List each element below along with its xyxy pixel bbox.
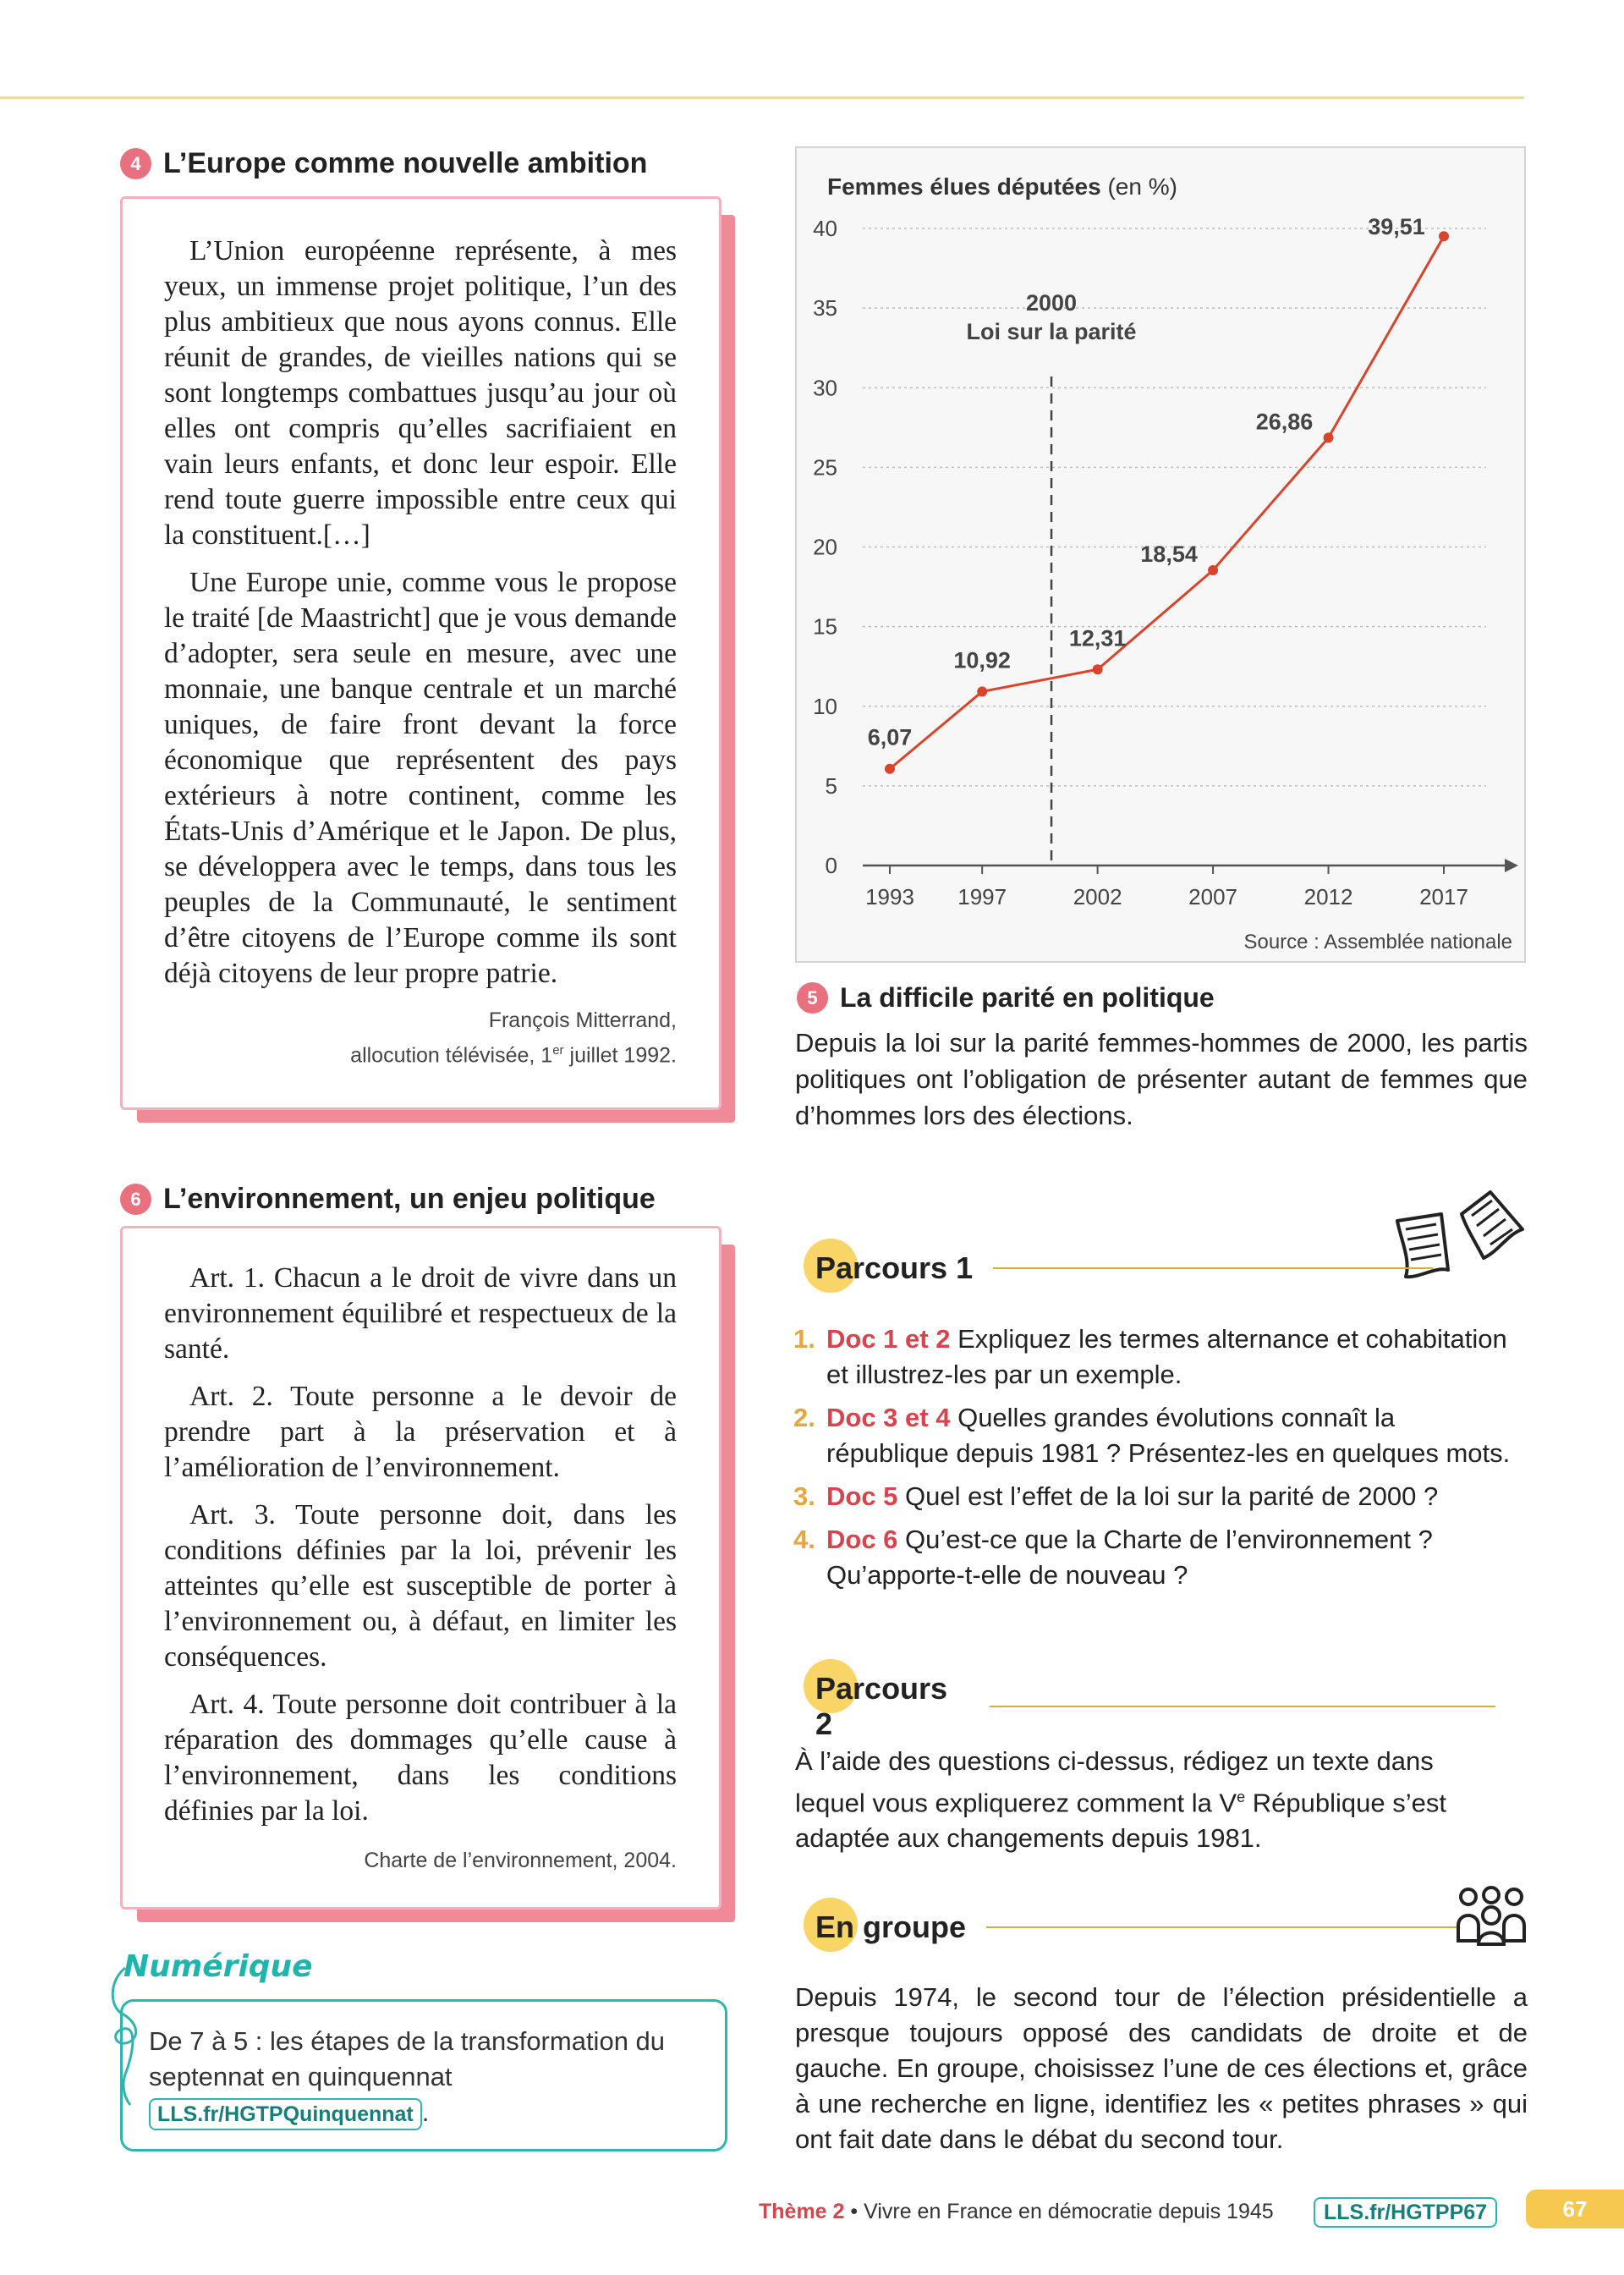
numerique-title: Numérique [123, 1949, 313, 1984]
x-tick-2007: 2007 [1188, 884, 1238, 909]
numerique-link[interactable]: LLS.fr/HGTPQuinquennat [149, 2098, 422, 2130]
y-tick-5: 5 [825, 772, 837, 799]
y-tick-20: 20 [813, 534, 837, 560]
question-4 [793, 1522, 1512, 1593]
y-tick-30: 30 [813, 375, 837, 401]
parcours2-text: À l’aide des questions ci-dessus, rédigez un texte dans lequel vous expliquerez comment la Ve République s’est adaptée aux changements depuis 1981. [795, 1746, 1446, 1854]
data-point-1993 [885, 764, 895, 774]
question-3 [793, 1479, 1512, 1514]
data-label-2012: 26,86 [1255, 409, 1314, 435]
doc5-heading [797, 982, 1215, 1014]
annotation-year: 2000 [1026, 290, 1078, 316]
x-tick-1997: 1997 [957, 884, 1007, 909]
chart-title-unit: (en %) [1107, 173, 1177, 200]
data-label-2017: 39,51 [1368, 214, 1425, 240]
page-number: 67 [1526, 2190, 1624, 2228]
x-axis-arrow [1505, 859, 1518, 872]
y-tick-10: 10 [813, 693, 837, 719]
doc4-text [164, 234, 677, 1003]
footer-theme-label: Thème 2 [759, 2200, 845, 2223]
footer-theme-text: Vivre en France en démocratie depuis 1945 [864, 2200, 1274, 2223]
x-tick-2012: 2012 [1303, 884, 1353, 909]
doc4-source [288, 1005, 677, 1070]
data-label-1993: 6,07 [867, 724, 913, 750]
data-label-2007: 18,54 [1140, 541, 1198, 567]
data-point-2017 [1439, 231, 1449, 241]
doc4-source-author: François Mitterrand, [488, 1008, 677, 1032]
data-point-1997 [977, 686, 987, 696]
y-tick-0: 0 [825, 853, 837, 878]
question-3-number: 3. [793, 1481, 815, 1511]
doc4-heading [120, 147, 647, 180]
doc6-number: 6 [120, 1184, 151, 1215]
y-tick-15: 15 [813, 613, 837, 640]
doc6-article-2: Art. 2. Toute personne a le devoir de prendre part à la préservation et à l’amélioration de l’environnement. [164, 1381, 677, 1483]
doc6-text [164, 1261, 677, 1841]
doc5-title: La difficile parité en politique [840, 982, 1215, 1013]
top-rule [0, 96, 1524, 99]
doc4-source-detail: allocution télévisée, 1er juillet 1992. [350, 1043, 677, 1068]
x-tick-2002: 2002 [1073, 884, 1122, 909]
doc5-caption: Depuis la loi sur la parité femmes-hommes de 2000, les partis politiques ont l’obligation de présenter autant de femmes que d’hommes lors des élections. [795, 1028, 1528, 1130]
doc4-paragraph-2: Une Europe unie, comme vous le propose le traité [de Maastricht] que je vous demande d’adopter, sera seule en mesure, avec une monnaie, une banque centrale et un marché uniques, de faire front devant la force économique que représentent des pays extérieurs à notre continent, comme les États-Unis d’Amérique et le Japon. De plus, se développera avec le temps, dans tous les peuples de la Communauté, le sentiment d’être citoyens de l’Europe comme ils sont déjà citoyens de leur propre patrie. [164, 567, 677, 989]
y-tick-25: 25 [813, 454, 837, 481]
question-4-text: Qu’est-ce que la Charte de l’environnement ? Qu’apporte-t-elle de nouveau ? [826, 1525, 1433, 1590]
question-3-doc: Doc 5 [826, 1481, 898, 1511]
groupe-text: Depuis 1974, le second tour de l’élection présidentielle a presque toujours opposé des candidats de droite et de gauche. En groupe, choisissez l’une de ces élections et, grâce à une recherche en ligne, identifiez les « petites phrases » qui ont fait date dans le débat du second tour. [795, 1982, 1528, 2154]
doc5-number: 5 [797, 982, 828, 1014]
parcours1-rule [993, 1267, 1433, 1269]
footer-link[interactable]: LLS.fr/HGTPP67 [1314, 2197, 1497, 2228]
y-tick-40: 40 [813, 216, 837, 241]
question-2-number: 2. [793, 1403, 815, 1432]
footer-separator: • [844, 2200, 864, 2223]
doc6-article-4: Art. 4. Toute personne doit contribuer à la réparation des dommages qu’elle cause à l’environnement, dans les conditions définies par la loi. [164, 1689, 677, 1827]
data-label-1997: 10,92 [953, 647, 1011, 673]
doc6-source: Charte de l’environnement, 2004. [364, 1849, 677, 1872]
doc4-number: 4 [120, 148, 151, 179]
question-2-text: Quelles grandes évolutions connaît la république depuis 1981 ? Présentez-les en quelques mots. [826, 1403, 1511, 1468]
parcours1-heading [809, 1250, 1495, 1286]
question-1-doc: Doc 1 et 2 [826, 1324, 951, 1354]
footer [0, 2197, 1624, 2228]
groupe-rule [986, 1926, 1457, 1928]
parcours1-questions [793, 1322, 1512, 1601]
question-1-number: 1. [793, 1324, 815, 1354]
data-point-2012 [1324, 432, 1334, 442]
question-1 [793, 1322, 1512, 1393]
series-line [890, 236, 1444, 769]
parcours2-title: Parcours 2 [809, 1671, 976, 1742]
data-point-2002 [1093, 664, 1103, 674]
chart-title-main: Femmes élues députées [827, 173, 1101, 200]
data-point-2007 [1208, 565, 1218, 575]
y-tick-35: 35 [813, 295, 837, 321]
chart-source: Source : Assemblée nationale [1243, 931, 1512, 953]
numerique-period: . [421, 2097, 430, 2127]
groupe-title: En groupe [809, 1910, 973, 1945]
doc6-title: L’environnement, un enjeu politique [163, 1183, 656, 1215]
parcours2-rule [990, 1706, 1495, 1707]
annotation-label: Loi sur la parité [966, 319, 1137, 344]
question-4-doc: Doc 6 [826, 1525, 898, 1554]
chart-panel [795, 146, 1526, 963]
numerique-description: De 7 à 5 : les étapes de la transformation du septennat en quinquennat [149, 2026, 666, 2091]
question-2-doc: Doc 3 et 4 [826, 1403, 951, 1432]
question-4-number: 4. [793, 1525, 815, 1554]
x-tick-1993: 1993 [865, 884, 914, 909]
footer-theme [759, 2200, 1274, 2224]
x-tick-2017: 2017 [1419, 884, 1468, 909]
parcours1-title: Parcours 1 [809, 1250, 979, 1286]
parcours2-heading [809, 1671, 1495, 1742]
question-2 [793, 1400, 1512, 1471]
doc6-article-1: Art. 1. Chacun a le droit de vivre dans un environnement équilibré et respectueux de la santé. [164, 1262, 677, 1365]
groupe-heading [809, 1910, 1495, 1945]
doc4-title: L’Europe comme nouvelle ambition [163, 147, 648, 179]
question-1-text: Expliquez les termes alternance et cohabitation et illustrez-les par un exemple. [826, 1324, 1507, 1389]
numerique-text [149, 2024, 707, 2130]
doc6-article-3: Art. 3. Toute personne doit, dans les conditions définies par la loi, prévenir les atteintes qu’elle est susceptible de porter à l’environnement ou, à défaut, en limiter les conséquences. [164, 1499, 677, 1673]
doc6-heading [120, 1183, 656, 1216]
data-label-2002: 12,31 [1068, 625, 1127, 651]
doc4-paragraph-1: L’Union européenne représente, à mes yeux, un immense projet politique, l’un des plus ambitieux que nous ayons connus. Elle réunit de grandes, de vieilles nations qui se sont longtemps combattues jusqu’au jour où elles ont compris qu’elles sacrifiaient en vain leurs enfants, et donc leur espoir. Elle rend toute guerre impossible entre ceux qui la constituent.[…] [164, 235, 677, 551]
question-3-text: Quel est l’effet de la loi sur la parité de 2000 ? [905, 1481, 1439, 1511]
line-chart [797, 148, 1528, 964]
